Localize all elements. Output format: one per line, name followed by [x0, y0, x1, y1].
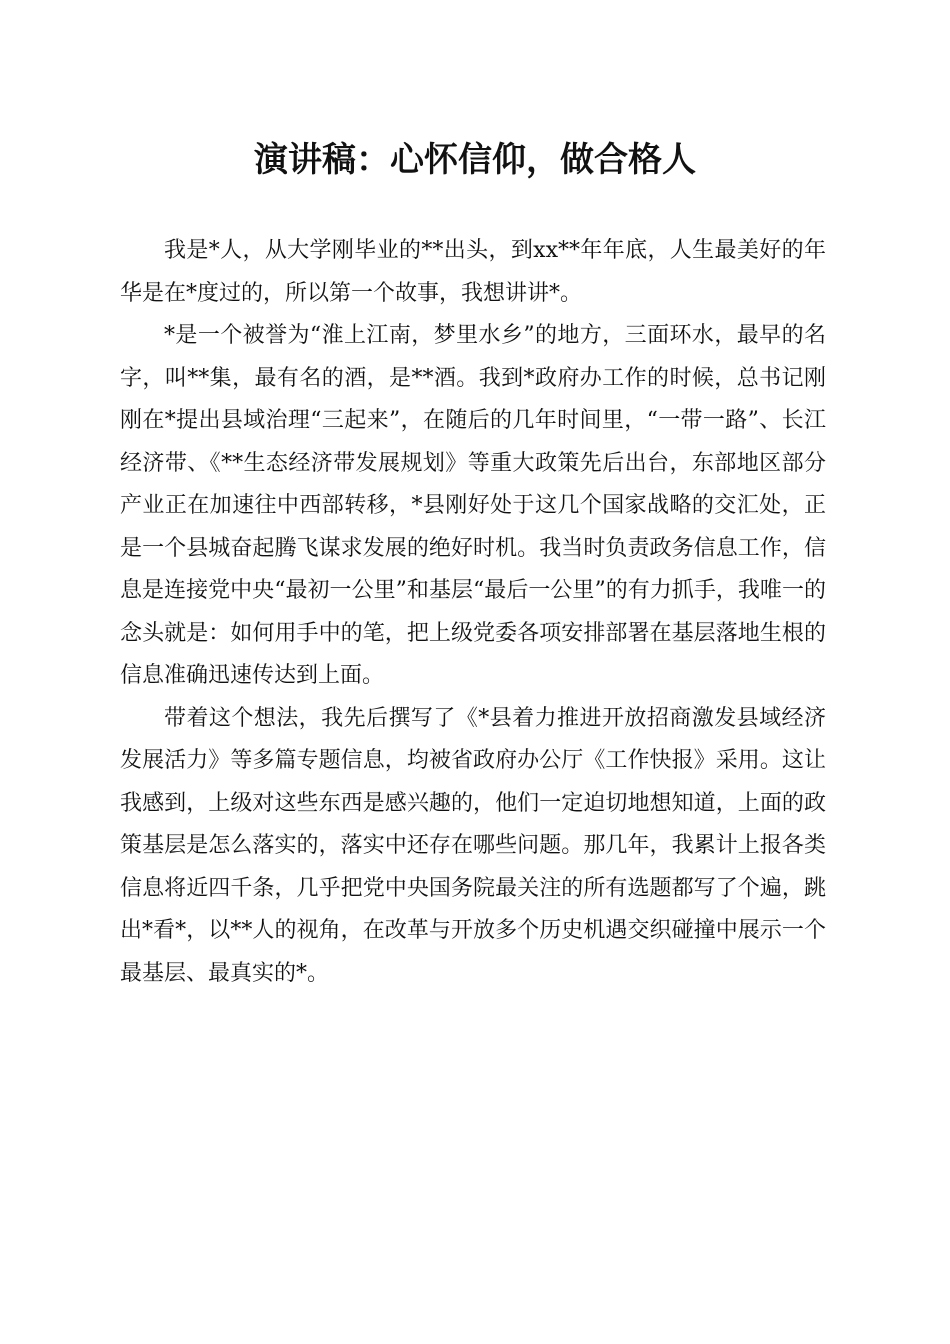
document-title: 演讲稿：心怀信仰，做合格人	[254, 140, 696, 180]
document-body	[120, 230, 826, 995]
paragraph-3: 带着这个想法，我先后撰写了《*县着力推进开放招商激发县域经济发展活力》等多篇专题信息，均被省政府办公厅《工作快报》采用。这让我感到，上级对这些东西是感兴趣的，他们一定迫切地想知道，上面的政策基层是怎么落实的，落实中还存在哪些问题。那几年，我累计上报各类信息将近四千条，几乎把党中央国务院最关注的所有选题都写了个遍，跳出*看*，以**人的视角，在改革与开放多个历史机遇交织碰撞中展示一个最基层、最真实的*。	[120, 705, 826, 986]
paragraph-1: 我是*人，从大学刚毕业的**出头，到xx**年年底，人生最美好的年华是在*度过的，所以第一个故事，我想讲讲*。	[120, 238, 826, 306]
paragraph-2: *是一个被誉为“淮上江南，梦里水乡”的地方，三面环水，最早的名字，叫**集，最有名的酒，是**酒。我到*政府办工作的时候，总书记刚刚在*提出县域治理“三起来”，在随后的几年时间里，“一带一路”、长江经济带、《**生态经济带发展规划》等重大政策先后出台，东部地区部分产业正在加速往中西部转移，*县刚好处于这几个国家战略的交汇处，正是一个县城奋起腾飞谋求发展的绝好时机。我当时负责政务信息工作，信息是连接党中央“最初一公里”和基层“最后一公里”的有力抓手，我唯一的念头就是：如何用手中的笔，把上级党委各项安排部署在基层落地生根的信息准确迅速传达到上面。	[120, 323, 826, 688]
